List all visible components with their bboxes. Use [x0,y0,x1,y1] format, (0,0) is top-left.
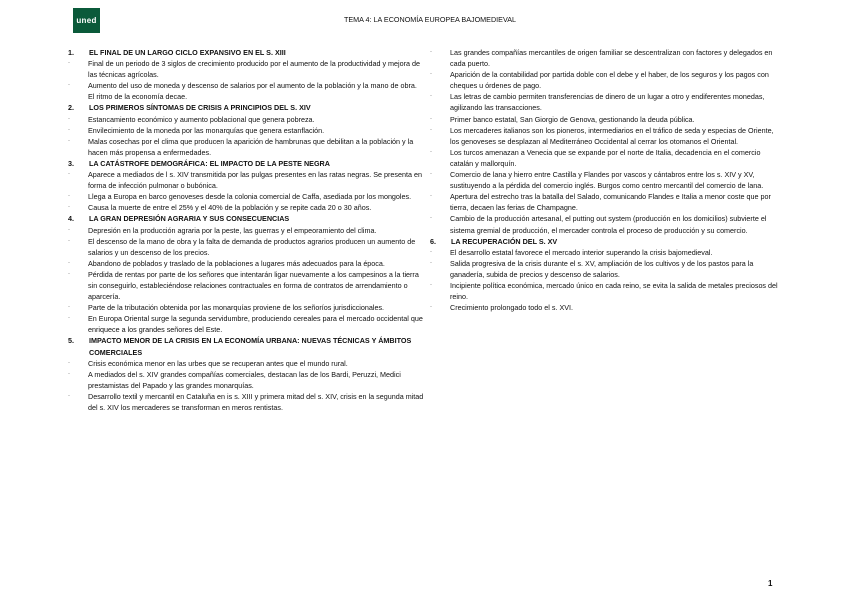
list-item [68,369,424,391]
bullet-icon: · [430,93,432,100]
list-item-text: Crecimiento prolongado todo el s. XVI. [450,303,574,313]
list-item-text: Los mercaderes italianos son los pioneros, intermediarios en el tráfico de seda y especias de Oriente, los genoveses se desplazan al Mediterráneo Occidental al cerrar los otomanos el Oriental. [450,125,774,146]
list-item-text: Causa la muerte de entre el 25% y el 40% de la población y se repite cada 20 o 30 años. [88,203,372,213]
list-item-text: Pérdida de rentas por parte de los señores que intentarán ligar nuevamente a los campesinos a la tierra sin conseguirlo, estableciéndose relaciones contractuales en forma de contratos de arrendamiento o aparcería. [88,269,419,302]
section-title: EL FINAL DE UN LARGO CICLO EXPANSIVO EN EL S. XIII [89,48,286,57]
uned-logo: uned [73,8,100,33]
list-item-text: Llega a Europa en barco genoveses desde la colonia comercial de Caffa, asediada por los mongoles. [88,192,412,202]
list-item-text: Final de un periodo de 3 siglos de crecimiento producido por el aumento de la productividad y mejora de las técnicas agrícolas. [88,59,421,80]
list-item [430,147,782,169]
list-item [68,114,424,125]
list-item [430,280,782,302]
bullet-icon: · [68,392,70,399]
bullet-icon: · [68,82,70,89]
bullet-icon: · [68,370,70,377]
bullet-icon: · [430,215,432,222]
bullet-icon: · [68,115,70,122]
section-number: 5. [68,336,74,346]
bullet-icon: · [68,193,70,200]
list-item-text: Aumento del uso de moneda y descenso de salarios por el aumento de la población y la mano de obra. El ritmo de la economía decae. [88,81,417,102]
list-item-text: Estancamiento económico y aumento poblacional que genera pobreza. [88,114,315,124]
list-item [430,258,782,280]
list-item [430,114,782,125]
section-number: 2. [68,103,74,113]
bullet-icon: · [68,237,70,244]
section-heading [68,102,424,113]
list-item [430,247,782,258]
list-item [430,213,782,235]
list-item-text: Aparece a mediados de l s. XIV transmitida por las pulgas presentes en las ratas negras. Se presenta en forma de infección pulmonar o bubónica. [88,170,423,191]
list-item [430,91,782,113]
list-item [68,125,424,136]
list-item [68,258,424,269]
page-number: 1 [768,579,773,588]
list-item [68,191,424,202]
section-title: LA RECUPERACIÓN DEL S. XV [451,236,558,246]
right-column [430,47,782,313]
list-item-text: Abandono de poblados y traslado de la poblaciones a lugares más adecuados para la época. [88,258,385,268]
list-item-text: A mediados del s. XIV grandes compañías comerciales, destacan las de los Bardi, Peruzzi, Medici prestamistas del Papado y las grandes monarquías. [88,369,401,390]
bullet-icon: · [430,193,432,200]
bullet-icon: · [430,304,432,311]
list-item [68,236,424,258]
section-number: 3. [68,158,74,168]
list-item [68,269,424,302]
list-item-text: Salida progresiva de la crisis durante el s. XV, ampliación de los cultivos y de los pastos para la ganadería, subida de precios y descenso de salarios. [450,258,754,279]
section-number: 6. [430,236,436,246]
left-column [68,47,424,413]
bullet-icon: · [430,281,432,288]
bullet-icon: · [430,49,432,55]
bullet-icon: · [68,126,70,133]
list-item [430,69,782,91]
list-item-text: En Europa Oriental surge la segunda servidumbre, produciendo cereales para el mercado occidental que enriquece a los grandes señores del Este. [88,314,423,335]
list-item-text: Aparición de la contabilidad por partida doble con el debe y el haber, de los seguros y los pagos con cheques u órdenes de pago. [450,70,769,91]
section-heading [68,158,424,169]
list-item-text: Primer banco estatal, San Giorgio de Genova, gestionando la deuda pública. [450,114,695,124]
bullet-icon: · [68,226,70,233]
bullet-icon: · [68,315,70,322]
bullet-icon: · [68,259,70,266]
list-item [430,47,782,69]
section-number: 1. [68,48,74,57]
list-item [68,136,424,158]
bullet-icon: · [68,137,70,144]
section-title: LA GRAN DEPRESIÓN AGRARIA Y SUS CONSECUENCIAS [89,214,290,224]
bullet-icon: · [68,270,70,277]
page-title: TEMA 4: LA ECONOMÍA EUROPEA BAJOMEDIEVAL [343,15,516,24]
list-item [430,125,782,147]
section-heading [68,47,424,58]
bullet-icon: · [68,171,70,178]
list-item [68,202,424,213]
list-item [68,358,424,369]
list-item [430,191,782,213]
list-item [68,391,424,413]
bullet-icon: · [430,126,432,133]
bullet-icon: · [430,71,432,78]
bullet-icon: · [68,204,70,211]
section-number: 4. [68,214,74,224]
list-item-text: Comercio de lana y hierro entre Castilla y Flandes por vascos y cántabros entre los s. XIV y XV, sustituyendo a la pérdida del comercio inglés. Burgos como centro mercantil del comercio de lana. [450,170,764,191]
list-item [68,302,424,313]
bullet-icon: · [68,60,70,67]
section-heading [68,335,424,357]
list-item-text: Incipiente política económica, mercado único en cada reino, se evita la salida de metales preciosos del reino. [450,280,778,302]
section-title: LA CATÁSTROFE DEMOGRÁFICA: EL IMPACTO DE LA PESTE NEGRA [89,158,330,168]
list-item-text: El descenso de la mano de obra y la falta de demanda de productos agrarios producen un aumento de salarios y un descenso de los precios. [88,236,416,257]
list-item-text: Las grandes compañías mercantiles de origen familiar se descentralizan con factores y delegados en cada puerto. [450,48,773,69]
section-heading [430,236,782,247]
list-item-text: El desarrollo estatal favorece el mercado interior superando la crisis bajomedieval. [450,247,713,257]
bullet-icon: · [68,359,70,366]
list-item-text: Las letras de cambio permiten transferencias de dinero de un lugar a otro y endiferentes monedas, agilizando las transacciones. [450,92,765,113]
bullet-icon: · [68,304,70,311]
list-item-text: Envilecimiento de la moneda por las monarquías que genera estanflación. [88,125,325,135]
list-item [68,58,424,80]
list-item [430,302,782,313]
list-item-text: Depresión en la producción agraria por la peste, las guerras y el empeoramiento del clima. [88,225,377,235]
section-title: IMPACTO MENOR DE LA CRISIS EN LA ECONOMÍA URBANA: NUEVAS TÉCNICAS Y ÁMBITOS COMERCIALES [89,336,412,357]
bullet-icon: · [430,259,432,266]
section-heading [68,213,424,224]
list-item-text: Parte de la tributación obtenida por las monarquías proviene de los señoríos jurisdiccionales. [88,303,385,313]
list-item [68,225,424,236]
list-item-text: Cambio de la producción artesanal, el putting out system (producción en los domicilios) subvierte el sistema gremial de producción, el mercader controla el proceso de producción y su comercio. [450,214,767,235]
bullet-icon: · [430,115,432,122]
bullet-icon: · [430,148,432,155]
list-item-text: Los turcos amenazan a Venecia que se expande por el norte de Italia, decadencia en el comercio catalán y mallorquín. [450,147,761,168]
bullet-icon: · [430,171,432,178]
list-item [68,169,424,191]
bullet-icon: · [430,248,432,255]
list-item-text: Malas cosechas por el clima que producen la aparición de hambrunas que debilitan a la población y la hacen más propensa a enfermedades. [88,136,414,157]
list-item [68,80,424,102]
list-item-text: Apertura del estrecho tras la batalla del Salado, comunicando Flandes e Italia a menor coste que por tierra, decaen las ferias de Champagne. [450,192,771,213]
list-item [68,313,424,335]
list-item-text: Crisis económica menor en las urbes que se recuperan antes que el mundo rural. [88,358,348,368]
list-item-text: Desarrollo textil y mercantil en Cataluña en is s. XIII y primera mitad del s. XIV, crisis en la segunda mitad del s. XIV los mercaderes se transforman en meros rentistas. [88,391,424,412]
list-item [430,169,782,191]
section-title: LOS PRIMEROS SÍNTOMAS DE CRISIS A PRINCIPIOS DEL S. XIV [89,103,311,113]
